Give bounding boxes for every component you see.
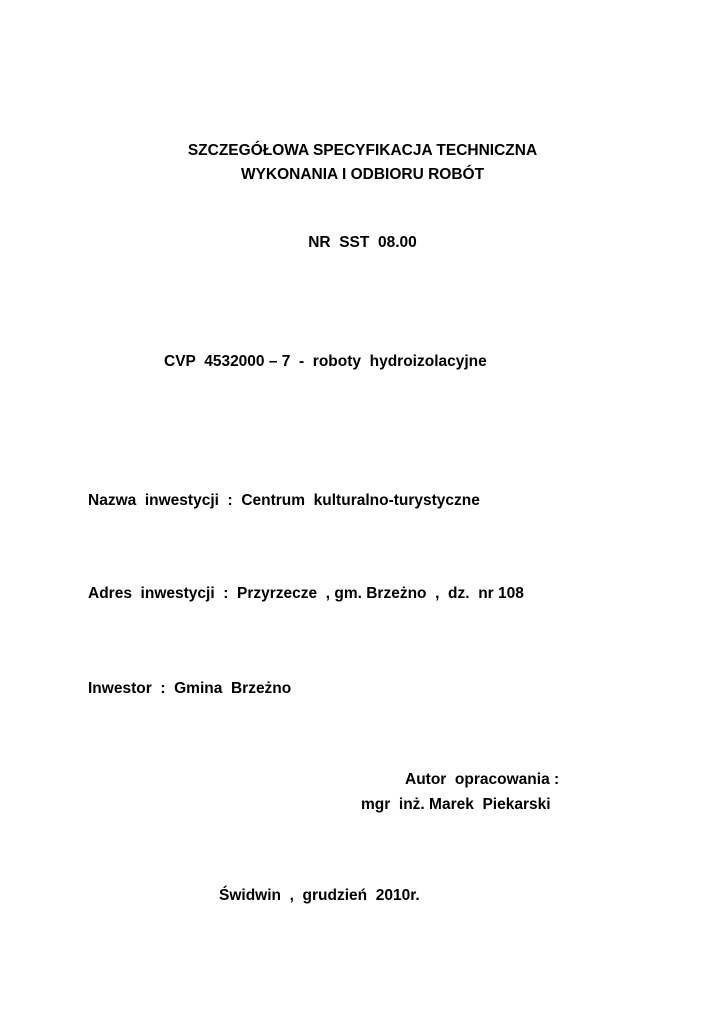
author-label: Autor opracowania : (405, 771, 560, 788)
investor: Inwestor : Gmina Brzeżno (88, 680, 292, 697)
document-title-line-2: WYKONANIA I ODBIORU ROBÓT (240, 166, 485, 183)
document-title-line-1: SZCZEGÓŁOWA SPECYFIKACJA TECHNICZNA (187, 142, 538, 159)
cvp-code: CVP 4532000 – 7 - roboty hydroizolacyjne (164, 353, 487, 370)
place-date: Świdwin , grudzień 2010r. (219, 887, 420, 904)
spec-number: NR SST 08.00 (308, 234, 417, 251)
investment-address: Adres inwestycji : Przyrzecze , gm. Brzeżno , dz. nr 108 (88, 585, 524, 602)
investment-name: Nazwa inwestycji : Centrum kulturalno-turystyczne (88, 492, 480, 509)
author-name: mgr inż. Marek Piekarski (361, 796, 551, 813)
